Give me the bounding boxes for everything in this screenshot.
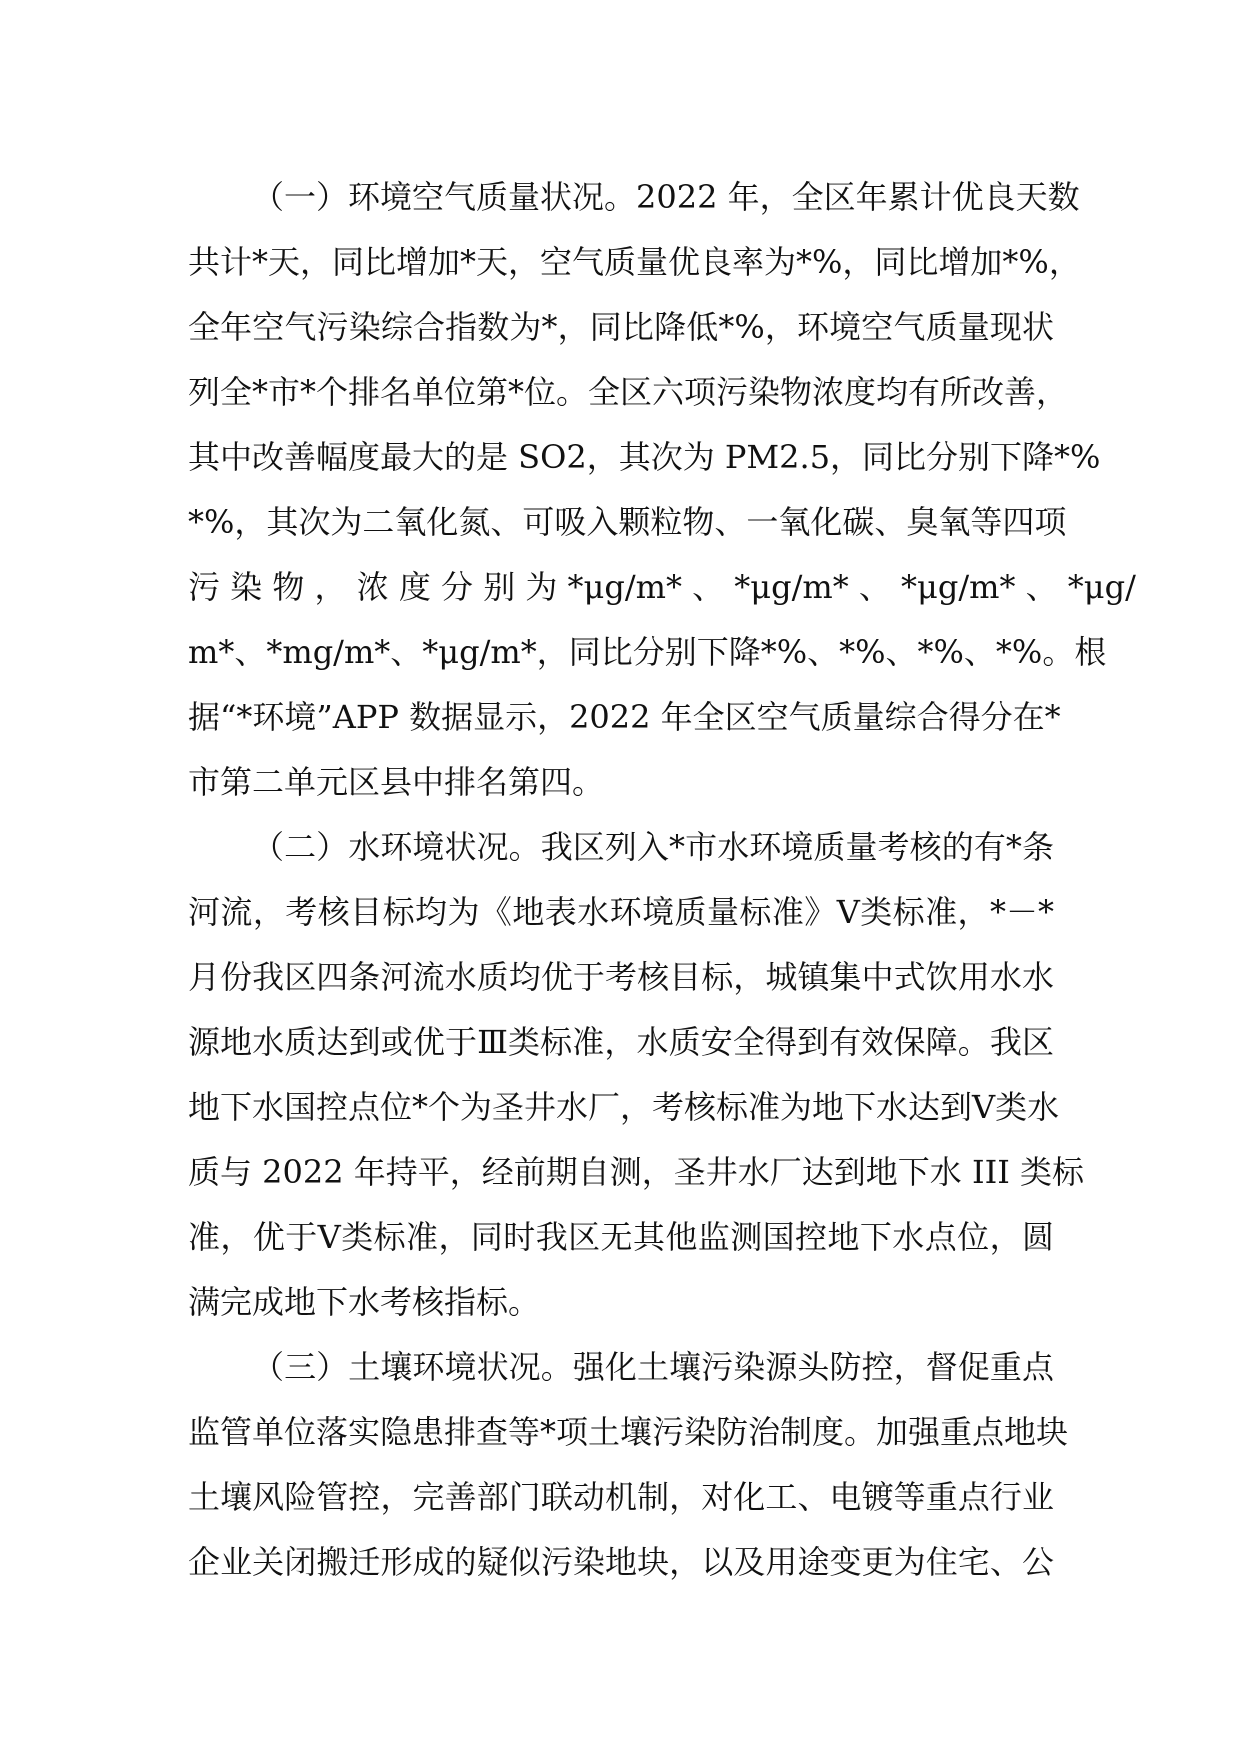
paragraph-line: 源地水质达到或优于Ⅲ类标准，水质安全得到有效保障。我区 [188,1023,1054,1061]
paragraph-line: （一）环境空气质量状况。2022 年，全区年累计优良天数 [252,178,1080,216]
paragraph-line: 监管单位落实隐患排查等*项土壤污染防治制度。加强重点地块 [188,1413,1069,1451]
paragraph-line: 满完成地下水考核指标。 [188,1283,541,1321]
paragraph-line: 污 染 物 ， 浓 度 分 别 为 *μg/m* 、 *μg/m* 、 *μg/m* 、 *μg/ [188,568,1136,606]
paragraph-line: 全年空气污染综合指数为*，同比降低*%，环境空气质量现状 [188,308,1054,346]
paragraph-line: 准，优于Ⅴ类标准，同时我区无其他监测国控地下水点位，圆 [188,1218,1054,1256]
paragraph-line: 其中改善幅度最大的是 SO2，其次为 PM2.5，同比分别下降*% [188,438,1101,476]
paragraph-line: 质与 2022 年持平，经前期自测，圣井水厂达到地下水 III 类标 [188,1153,1085,1191]
paragraph-line: 市第二单元区县中排名第四。 [188,763,605,801]
paragraph-line: 据“*环境”APP 数据显示，2022 年全区空气质量综合得分在* [188,698,1061,736]
paragraph-water-environment [188,815,1085,1335]
paragraph-line: （三）土壤环境状况。强化土壤污染源头防控，督促重点 [252,1348,1054,1386]
paragraph-soil-environment [188,1335,1069,1595]
paragraph-line: m*、*mg/m*、*μg/m*，同比分别下降*%、*%、*%、*%。根 [188,633,1107,671]
paragraph-line: 地下水国控点位*个为圣井水厂，考核标准为地下水达到Ⅴ类水 [188,1088,1060,1126]
paragraph-air-quality [188,165,1136,815]
paragraph-line: （二）水环境状况。我区列入*市水环境质量考核的有*条 [252,828,1054,866]
paragraph-line: 共计*天，同比增加*天，空气质量优良率为*%，同比增加*%， [188,243,1081,281]
paragraph-line: 土壤风险管控，完善部门联动机制，对化工、电镀等重点行业 [188,1478,1054,1516]
paragraph-line: 月份我区四条河流水质均优于考核目标，城镇集中式饮用水水 [188,958,1054,996]
document-body [188,165,1136,1595]
paragraph-line: 企业关闭搬迁形成的疑似污染地块，以及用途变更为住宅、公 [188,1543,1054,1581]
paragraph-line: 河流，考核目标均为《地表水环境质量标准》Ⅴ类标准，*－* [188,893,1054,931]
paragraph-line: *%，其次为二氧化氮、可吸入颗粒物、一氧化碳、臭氧等四项 [188,503,1067,541]
paragraph-line: 列全*市*个排名单位第*位。全区六项污染物浓度均有所改善， [188,373,1069,411]
